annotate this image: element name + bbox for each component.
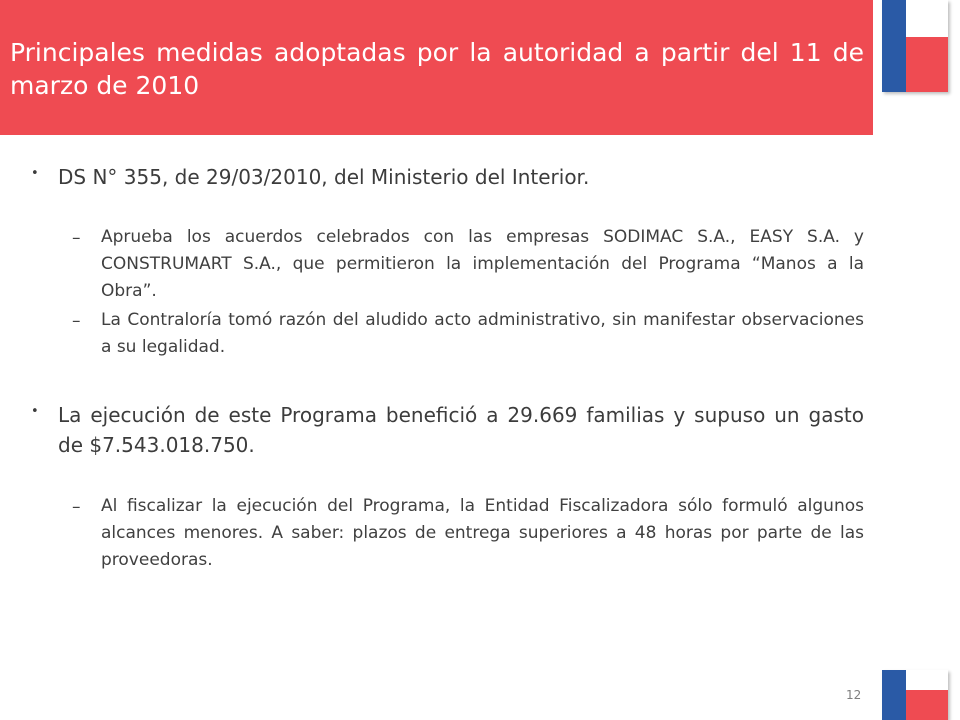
bullet-marker: •: [31, 166, 39, 181]
subitem-1-1: Aprueba los acuerdos celebrados con las empresas SODIMAC S.A., EASY S.A. y CONSTRUMART S.A., que permitieron la implementación del Programa “Manos a la Obra”.: [101, 227, 864, 301]
dash-marker: –: [72, 311, 81, 331]
bullet-item-1: DS N° 355, de 29/03/2010, del Ministerio del Interior.: [58, 165, 590, 189]
bullet-marker: •: [31, 404, 39, 419]
chile-flag-logo-bottom: [882, 670, 948, 720]
dash-marker: –: [72, 228, 81, 248]
bullet-item-2: La ejecución de este Programa benefició a 29.669 familias y supuso un gasto de $7.543.018.750.: [58, 403, 864, 457]
dash-marker: –: [72, 497, 81, 517]
flag-blue-band: [882, 670, 906, 720]
flag-red-band: [906, 690, 948, 720]
subitem-2-1: Al fiscalizar la ejecución del Programa, la Entidad Fiscalizadora sólo formuló algunos alcances menores. A saber: plazos de entrega superiores a 48 horas por parte de las proveedoras.: [101, 496, 864, 570]
slide-title: Principales medidas adoptadas por la autoridad a partir del 11 de marzo de 2010: [10, 38, 864, 100]
subitem-1-2: La Contraloría tomó razón del aludido acto administrativo, sin manifestar observaciones a su legalidad.: [101, 310, 864, 357]
page-number: 12: [846, 688, 862, 702]
flag-white-band: [906, 670, 948, 691]
